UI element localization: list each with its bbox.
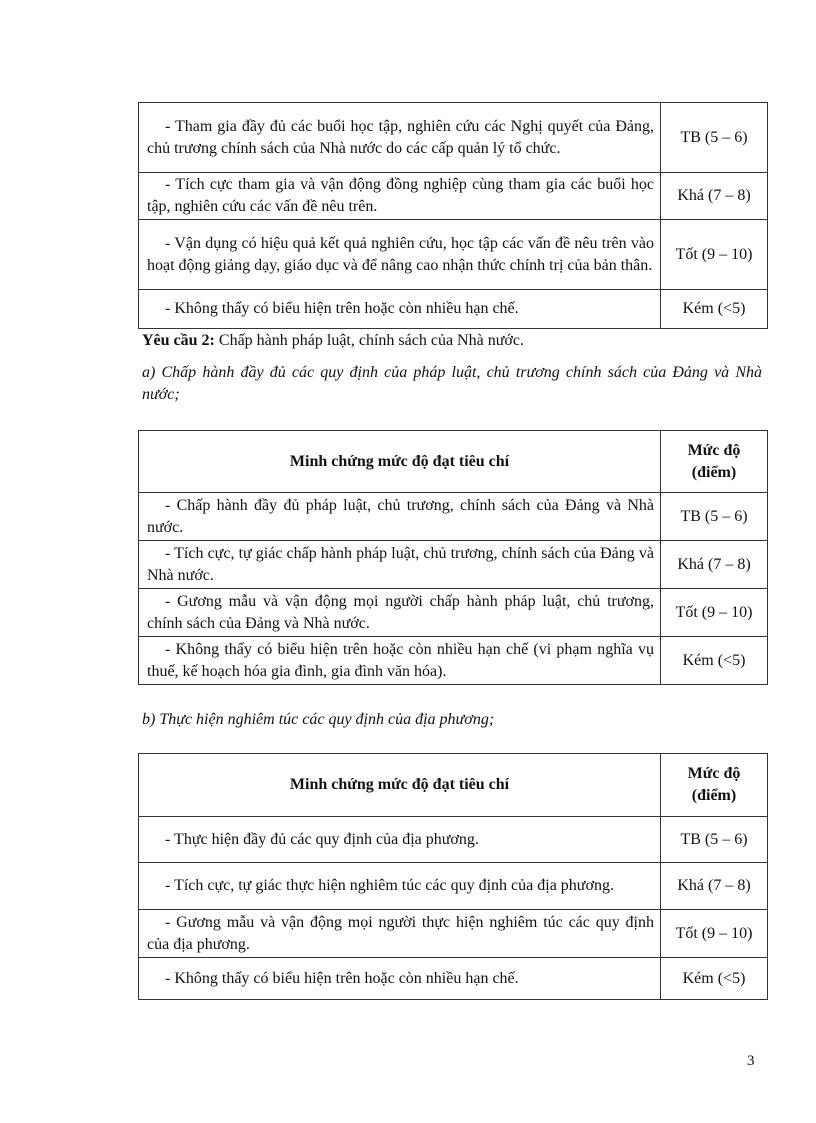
evidence-column-header: Minh chứng mức độ đạt tiêu chí [139, 431, 661, 493]
level-header-line-1: Mức độ [687, 441, 741, 459]
criteria-table-3 [138, 753, 768, 1000]
section-a-title: a) Chấp hành đầy đủ các quy định của pháp luật, chủ trương chính sách của Đảng và Nhà nước; [142, 364, 762, 403]
table-row [139, 817, 768, 863]
evidence-cell: - Gương mẫu và vận động mọi người thực hiện nghiêm túc các quy định của địa phương. [139, 910, 661, 958]
table-row [139, 958, 768, 1000]
evidence-cell: - Chấp hành đầy đủ pháp luật, chủ trương, chính sách của Đảng và Nhà nước. [139, 493, 661, 541]
table-header-row [139, 431, 768, 493]
level-header-line-2: (điểm) [691, 787, 737, 804]
table-row [139, 290, 768, 329]
level-cell: Kém (<5) [661, 290, 768, 329]
evidence-cell: - Không thấy có biểu hiện trên hoặc còn nhiều hạn chế. [139, 290, 661, 329]
table-row [139, 220, 768, 290]
evidence-cell: - Vận dụng có hiệu quả kết quả nghiên cứu, học tập các vấn đề nêu trên vào hoạt động giảng dạy, giáo dục và để nâng cao nhận thức chính trị của bản thân. [139, 220, 661, 290]
evidence-cell: - Không thấy có biểu hiện trên hoặc còn nhiều hạn chế (vi phạm nghĩa vụ thuế, kế hoạch hóa gia đình, gia đình văn hóa). [139, 637, 661, 685]
evidence-column-header: Minh chứng mức độ đạt tiêu chí [139, 754, 661, 817]
evidence-cell: - Tích cực tham gia và vận động đồng nghiệp cùng tham gia các buổi học tập, nghiên cứu các vấn đề nêu trên. [139, 173, 661, 220]
level-cell: TB (5 – 6) [661, 493, 768, 541]
table-row [139, 103, 768, 173]
criteria-table-2 [138, 430, 768, 685]
table-row [139, 541, 768, 589]
evidence-cell: - Tích cực, tự giác thực hiện nghiêm túc các quy định của địa phương. [139, 863, 661, 910]
requirement-2 [142, 330, 762, 352]
evidence-cell: - Thực hiện đầy đủ các quy định của địa phương. [139, 817, 661, 863]
level-cell: Kém (<5) [661, 958, 768, 1000]
level-column-header [661, 754, 768, 817]
level-column-header [661, 431, 768, 493]
level-cell: Khá (7 – 8) [661, 173, 768, 220]
evidence-cell: - Tham gia đầy đủ các buổi học tập, nghiên cứu các Nghị quyết của Đảng, chủ trương chính sách của Nhà nước do các cấp quản lý tổ chức. [139, 103, 661, 173]
evidence-cell: - Tích cực, tự giác chấp hành pháp luật, chủ trương, chính sách của Đảng và Nhà nước. [139, 541, 661, 589]
table-row [139, 493, 768, 541]
requirement-label: Yêu cầu 2: [142, 332, 215, 349]
section-b-title: b) Thực hiện nghiêm túc các quy định của địa phương; [142, 711, 495, 728]
level-cell: Kém (<5) [661, 637, 768, 685]
level-cell: Khá (7 – 8) [661, 541, 768, 589]
level-cell: Tốt (9 – 10) [661, 910, 768, 958]
criteria-table-1 [138, 102, 768, 329]
level-cell: TB (5 – 6) [661, 817, 768, 863]
level-cell: Tốt (9 – 10) [661, 589, 768, 637]
table-row [139, 637, 768, 685]
table-row [139, 863, 768, 910]
level-header-line-2: (điểm) [691, 463, 737, 481]
requirement-text: Chấp hành pháp luật, chính sách của Nhà nước. [214, 332, 524, 349]
evidence-cell: - Không thấy có biểu hiện trên hoặc còn nhiều hạn chế. [139, 958, 661, 1000]
level-header-line-1: Mức độ [687, 765, 741, 782]
level-cell: Khá (7 – 8) [661, 863, 768, 910]
page-number: 3 [747, 1053, 755, 1069]
level-cell: Tốt (9 – 10) [661, 220, 768, 290]
evidence-cell: - Gương mẫu và vận động mọi người chấp hành pháp luật, chủ trương, chính sách của Đảng và Nhà nước. [139, 589, 661, 637]
level-cell: TB (5 – 6) [661, 103, 768, 173]
table-row [139, 589, 768, 637]
table-row [139, 173, 768, 220]
table-row [139, 910, 768, 958]
table-header-row [139, 754, 768, 817]
